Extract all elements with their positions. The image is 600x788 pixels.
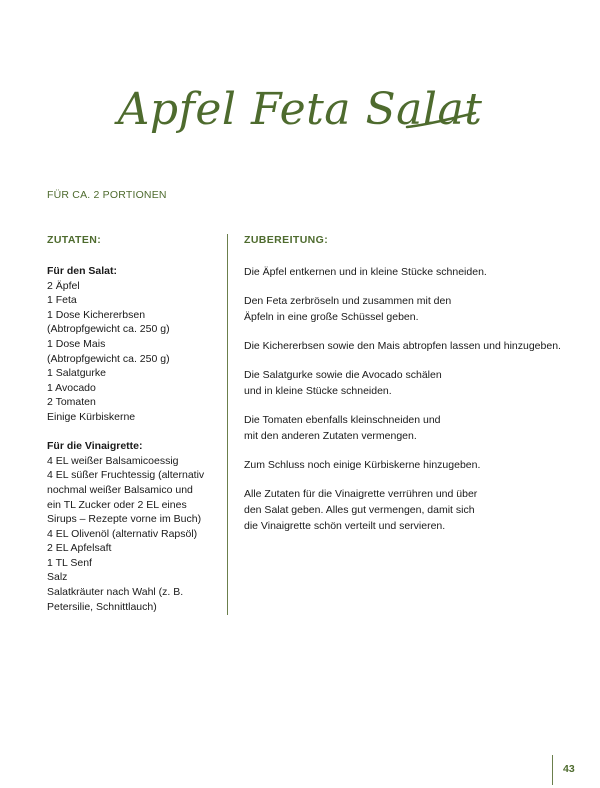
preparation-column bbox=[244, 234, 561, 547]
ingredient-line: 2 Tomaten bbox=[47, 396, 96, 409]
ingredients-column bbox=[47, 234, 219, 614]
ingredient-line: 4 EL Olivenöl (alternativ Rapsöl) bbox=[47, 527, 198, 540]
ingredient-line: (Abtropfgewicht ca. 250 g) bbox=[47, 323, 170, 336]
step-line: Die Kichererbsen sowie den Mais abtropfen lassen und hinzugeben. bbox=[244, 340, 561, 352]
ingredient-line: 1 Feta bbox=[47, 294, 77, 307]
ingredient-line: 1 Dose Mais bbox=[47, 337, 106, 350]
step-line: die Vinaigrette schön verteilt und servieren. bbox=[244, 520, 446, 532]
salad-heading: Für den Salat: bbox=[47, 265, 118, 277]
page-number: 43 bbox=[563, 763, 575, 775]
ingredient-line: 1 Salatgurke bbox=[47, 367, 106, 380]
salad-ingredient-list bbox=[47, 279, 219, 425]
preparation-step bbox=[244, 457, 544, 473]
vinaigrette-heading: Für die Vinaigrette: bbox=[47, 440, 143, 453]
ingredient-line: 4 EL süßer Fruchtessig (alternativ bbox=[47, 469, 205, 482]
preparation-step bbox=[244, 367, 544, 399]
step-line: Die Salatgurke sowie die Avocado schälen bbox=[244, 369, 442, 381]
title-swash-decoration bbox=[405, 105, 477, 135]
step-line: den Salat geben. Alles gut vermengen, damit sich bbox=[244, 504, 475, 516]
step-line: Äpfeln in eine große Schüssel geben. bbox=[244, 311, 419, 323]
ingredient-line: Salz bbox=[47, 571, 68, 584]
step-line: Die Äpfel entkernen und in kleine Stücke schneiden. bbox=[244, 266, 487, 278]
ingredient-line: 1 TL Senf bbox=[47, 556, 92, 569]
step-line: Den Feta zerbröseln und zusammen mit den bbox=[244, 295, 452, 307]
ingredient-line: 1 Dose Kichererbsen bbox=[47, 308, 146, 321]
column-divider bbox=[227, 234, 228, 615]
preparation-step bbox=[244, 293, 544, 325]
ingredient-line: ein TL Zucker oder 2 EL eines bbox=[47, 498, 187, 511]
ingredient-line: 2 EL Apfelsaft bbox=[47, 542, 112, 555]
ingredient-line: (Abtropfgewicht ca. 250 g) bbox=[47, 352, 170, 365]
ingredient-line: Salatkräuter nach Wahl (z. B. bbox=[47, 586, 184, 599]
preparation-step bbox=[244, 412, 544, 444]
step-line: Die Tomaten ebenfalls kleinschneiden und bbox=[244, 414, 441, 426]
preparation-heading: ZUBEREITUNG: bbox=[244, 234, 329, 246]
portions-label: FÜR CA. 2 PORTIONEN bbox=[47, 189, 167, 201]
vinaigrette-ingredient-list bbox=[47, 454, 219, 615]
preparation-step bbox=[244, 486, 544, 534]
preparation-step bbox=[244, 338, 561, 354]
ingredient-line: 4 EL weißer Balsamicoessig bbox=[47, 454, 179, 467]
page-number-rule bbox=[552, 755, 553, 785]
ingredient-line: Einige Kürbiskerne bbox=[47, 410, 136, 423]
step-line: Zum Schluss noch einige Kürbiskerne hinzugeben. bbox=[244, 459, 481, 471]
ingredients-heading: ZUTATEN: bbox=[47, 234, 102, 246]
preparation-steps bbox=[244, 264, 561, 534]
ingredient-line: Petersilie, Schnittlauch) bbox=[47, 600, 157, 613]
ingredient-line: Sirups – Rezepte vorne im Buch) bbox=[47, 513, 202, 526]
preparation-step bbox=[244, 264, 544, 280]
ingredient-line: nochmal weißer Balsamico und bbox=[47, 483, 193, 496]
step-line: und in kleine Stücke schneiden. bbox=[244, 385, 392, 397]
ingredient-line: 1 Avocado bbox=[47, 381, 96, 394]
step-line: mit den anderen Zutaten vermengen. bbox=[244, 430, 417, 442]
step-line: Alle Zutaten für die Vinaigrette verrühren und über bbox=[244, 488, 478, 500]
recipe-title: Apfel Feta Salat bbox=[117, 84, 483, 135]
ingredient-line: 2 Äpfel bbox=[47, 279, 80, 292]
